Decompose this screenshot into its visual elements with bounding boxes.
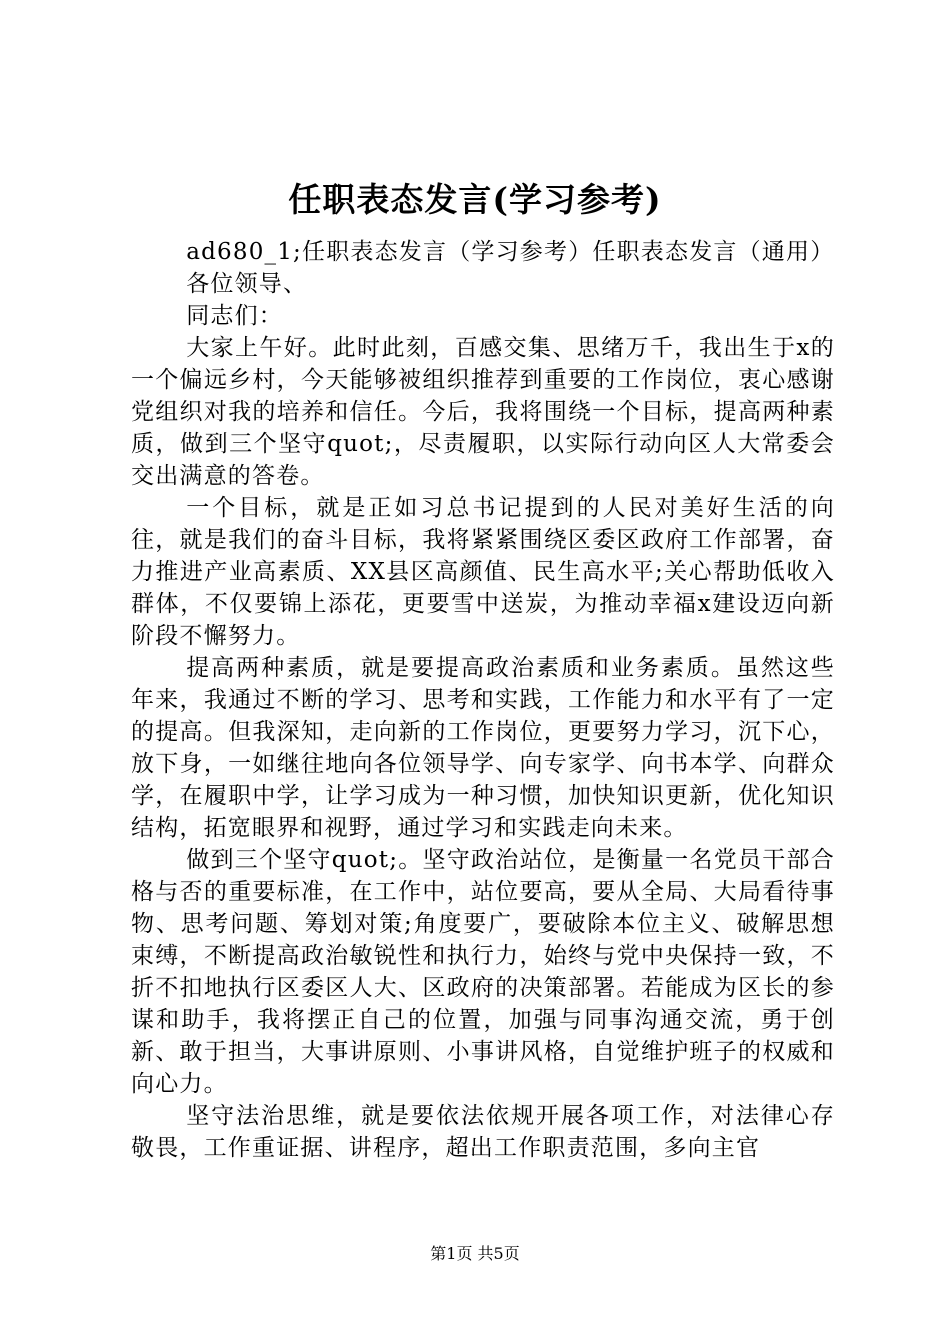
paragraph-one-goal: 一个目标，就是正如习总书记提到的人民对美好生活的向往，就是我们的奋斗目标，我将紧紧围绕区委区政府工作部署，奋力推进产业高素质、XX县区高颜值、民生高水平;关心帮助低收入群体，不仅要锦上添花，更要雪中送炭，为推动幸福x建设迈向新阶段不懈努力。 [131, 495, 835, 649]
paragraph-header-line: ad680_1;任职表态发言（学习参考）任职表态发言（通用） [186, 239, 835, 265]
page-footer: 第1页 共5页 [430, 1244, 520, 1263]
paragraph-greeting: 大家上午好。此时此刻，百感交集、思绪万千，我出生于x的一个偏远乡村，今天能够被组织推荐到重要的工作岗位，衷心感谢党组织对我的培养和信任。今后，我将围绕一个目标，提高两种素质，做到三个坚守quot;，尽责履职，以实际行动向区人大常委会交出满意的答卷。 [131, 335, 835, 489]
paragraph-two-qualities: 提高两种素质，就是要提高政治素质和业务素质。虽然这些年来，我通过不断的学习、思考和实践，工作能力和水平有了一定的提高。但我深知，走向新的工作岗位，更要努力学习，沉下心，放下身，一如继往地向各位领导学、向专家学、向书本学、向群众学，在履职中学，让学习成为一种习惯，加快知识更新，优化知识结构，拓宽眼界和视野，通过学习和实践走向未来。 [131, 655, 835, 841]
document-body [131, 236, 835, 1164]
paragraph-rule-of-law: 坚守法治思维，就是要依法依规开展各项工作，对法律心存敬畏，工作重证据、讲程序，超出工作职责范围，多向主官 [131, 1103, 835, 1161]
paragraph-three-commitments: 做到三个坚守quot;。坚守政治站位，是衡量一名党员干部合格与否的重要标准，在工作中，站位要高，要从全局、大局看待事物、思考问题、筹划对策;角度要广，要破除本位主义、破解思想束缚，不断提高政治敏锐性和执行力，始终与党中央保持一致，不折不扣地执行区委区人大、区政府的决策部署。若能成为区长的参谋和助手，我将摆正自己的位置，加强与同事沟通交流，勇于创新、敢于担当，大事讲原则、小事讲风格，自觉维护班子的权威和向心力。 [131, 847, 835, 1097]
paragraph-salutation-comrades: 同志们： [186, 303, 283, 329]
paragraph-salutation-leaders: 各位领导、 [186, 271, 308, 297]
document-title: 任职表态发言(学习参考) [288, 180, 662, 219]
